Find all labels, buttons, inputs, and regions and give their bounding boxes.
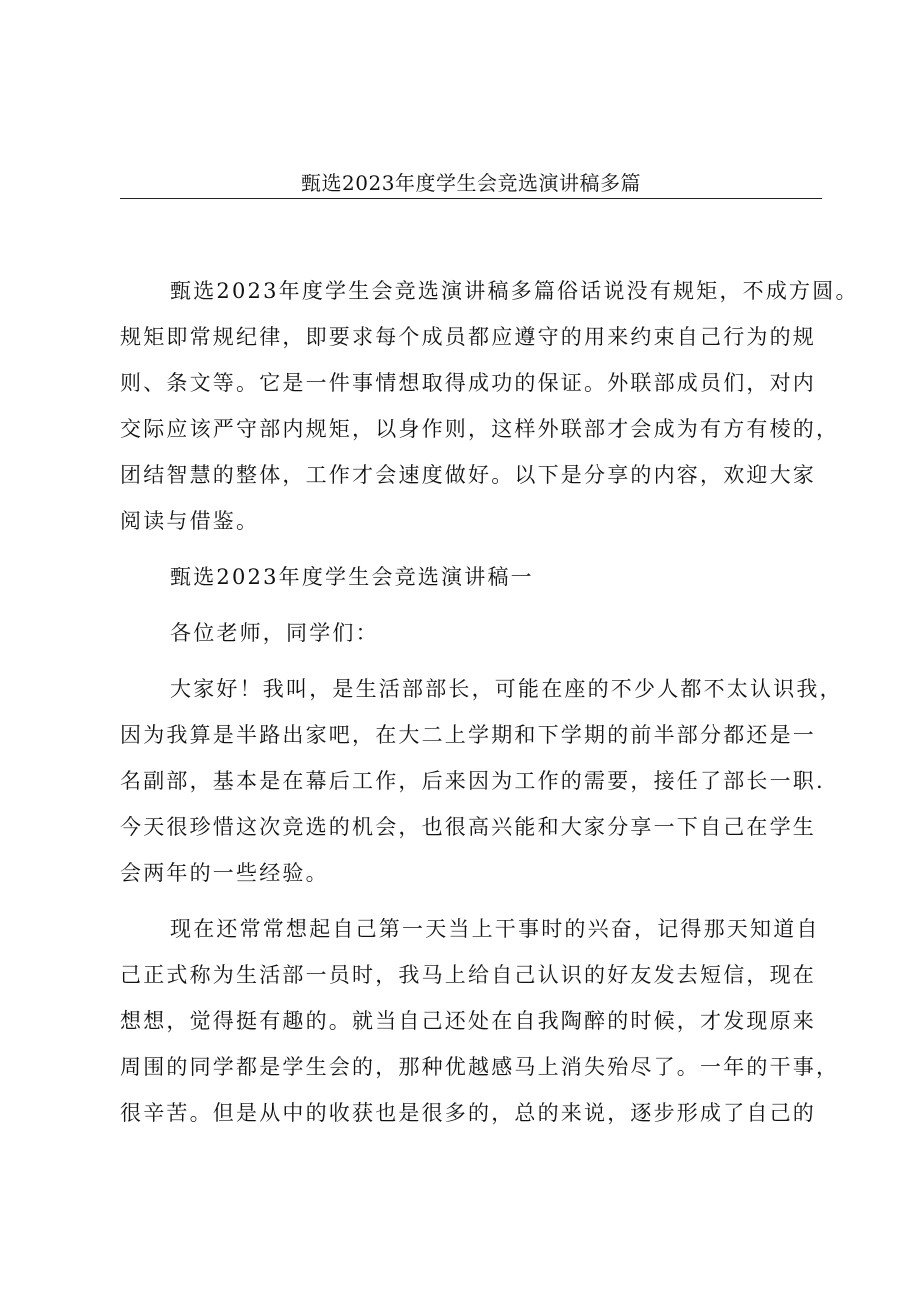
text-line: 大家好！我叫，是生活部部长，可能在座的不少人都不太认识我，: [170, 677, 843, 701]
text-line: 交际应该严守部内规矩，以身作则，这样外联部才会成为有方有棱的，: [120, 417, 840, 441]
text-line: 甄选2023年度学生会竞选演讲稿一: [170, 565, 534, 589]
text-line: 己正式称为生活部一员时，我马上给自己认识的好友发去短信，现在: [120, 963, 816, 987]
text-line: 今天很珍惜这次竞选的机会，也很高兴能和大家分享一下自己在学生: [120, 815, 816, 839]
page-header: [120, 170, 822, 199]
text-line: 名副部，基本是在幕后工作，后来因为工作的需要，接任了部长一职.: [120, 769, 825, 793]
document-body: [120, 268, 859, 1136]
header-title: 甄选2023年度学生会竞选演讲稿多篇: [301, 171, 641, 195]
paragraph-intro: [120, 268, 859, 544]
text-line: 会两年的一些经验。: [120, 861, 329, 885]
text-line: 现在还常常想起自己第一天当上干事时的兴奋，记得那天知道自: [170, 917, 820, 941]
speech-title: [120, 554, 832, 600]
text-line: 甄选2023年度学生会竞选演讲稿多篇俗话说没有规矩，不成方圆。: [170, 279, 859, 303]
paragraph-2: [120, 906, 840, 1136]
text-line: 则、条文等。它是一件事情想取得成功的保证。外联部成员们，对内: [120, 371, 816, 395]
text-line: 因为我算是半路出家吧，在大二上学期和下学期的前半部分都还是一: [120, 723, 816, 747]
text-line: 周围的同学都是学生会的，那种优越感马上消失殆尽了。一年的干事，: [120, 1055, 840, 1079]
text-line: 很辛苦。但是从中的收获也是很多的，总的来说，逐步形成了自己的: [120, 1101, 816, 1125]
text-line: 规矩即常规纪律，即要求每个成员都应遵守的用来约束自己行为的规: [120, 325, 816, 349]
text-line: 想想，觉得挺有趣的。就当自己还处在自我陶醉的时候，才发现原来: [120, 1009, 816, 1033]
text-line: 各位老师，同学们：: [170, 621, 379, 645]
text-line: 团结智慧的整体，工作才会速度做好。以下是分享的内容，欢迎大家: [120, 463, 816, 487]
greeting: [120, 610, 832, 656]
paragraph-1: [120, 666, 843, 896]
text-line: 阅读与借鉴。: [120, 509, 260, 533]
